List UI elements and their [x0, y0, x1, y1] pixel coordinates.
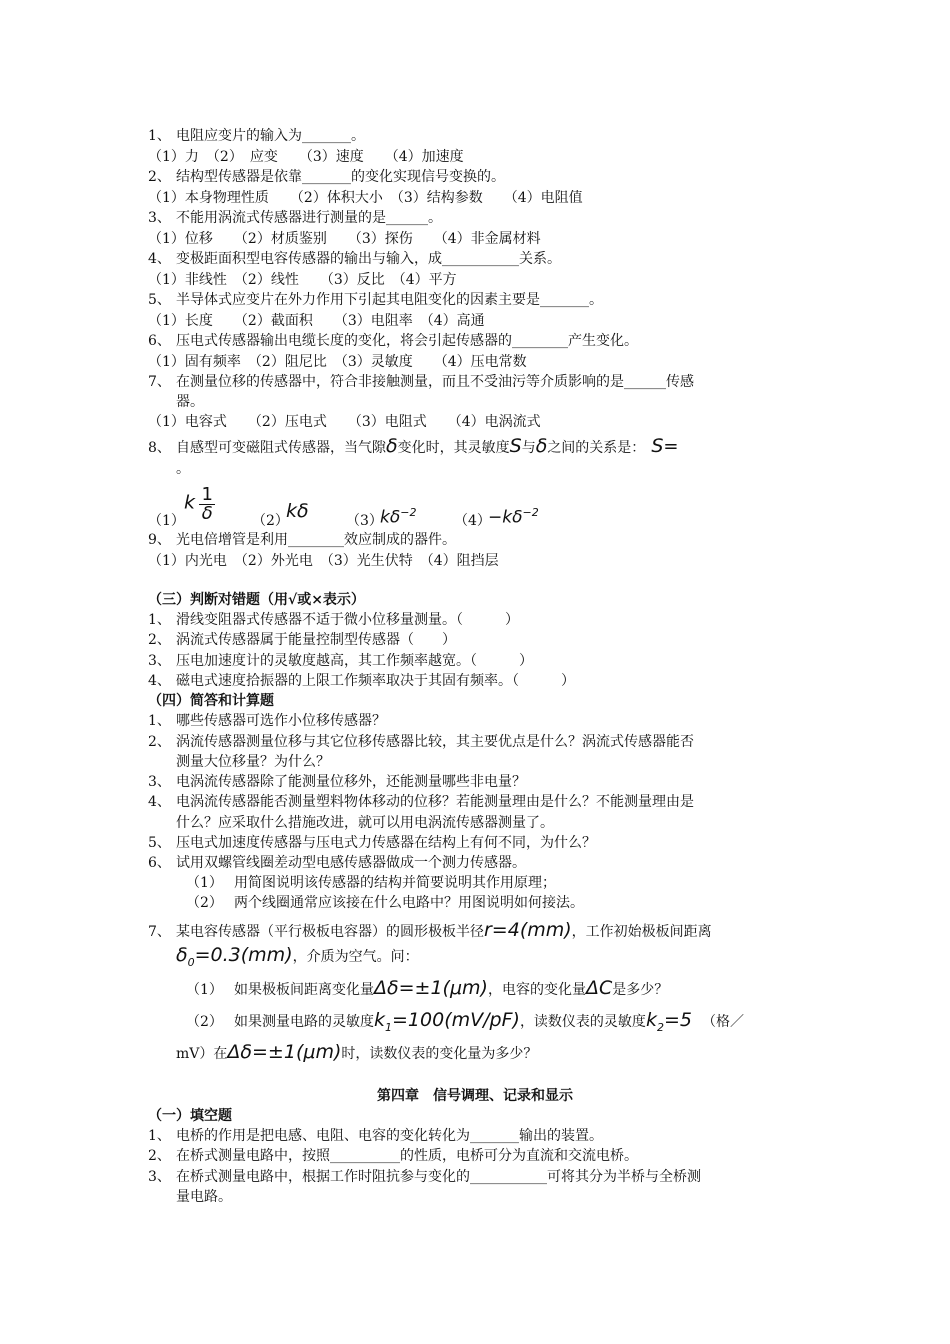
fill-question-3: 3、 在桥式测量电路中，根据工作时阻抗参与变化的___________可将其分为半桥与全桥测	[148, 1169, 701, 1185]
mc-question-6: 6、 压电式传感器输出电缆长度的变化，将会引起传感器的________产生变化。	[148, 333, 638, 349]
option-1-formula: k $\frac{1}{\delta}$	[184, 484, 213, 524]
short-question-6-sub-2: （2） 两个线圈通常应该接在什么电路中？用图说明如何接法。	[186, 895, 584, 911]
short-question-7: 7、 某电容传感器（平行极板电容器）的圆形极板半径r=4(mm)，工作初始极板间距离	[148, 919, 712, 941]
chapter-title: 第四章 信号调理、记录和显示	[377, 1088, 573, 1104]
radius-formula: r=4(mm)	[484, 919, 572, 941]
mc-options-2: （1）本身物理性质 （2）体积大小 （3）结构参数 （4）电阻值	[148, 190, 583, 206]
option-3-formula: $k\delta^{-2}$	[380, 506, 417, 528]
sensitivity-symbol: S	[509, 435, 522, 457]
mc-question-9: 9、 光电倍增管是利用________效应制成的器件。	[148, 532, 456, 548]
mc-options-9: （1）内光电 （2）外光电 （3）光生伏特 （4）阻挡层	[148, 553, 499, 569]
mc-options-1: （1）力 （2） 应变 （3）速度 （4）加速度	[148, 149, 464, 165]
short-question-6-sub-1: （1） 用简图说明该传感器的结构并简要说明其作用原理；	[186, 875, 556, 891]
short-question-4-cont: 什么？应采取什么措施改进，就可以用电涡流传感器测量了。	[176, 815, 554, 831]
mc-question-2: 2、 结构型传感器是依靠_______的变化实现信号变换的。	[148, 169, 505, 185]
document-page: 1、 电阻应变片的输入为_______。 （1）力 （2） 应变 （3）速度 （4）加速度 2、 结构型传感器是依靠_______的变化实现信号变换的。 （1）本身物理性质 （2）体积大小 （3）结构参数 （4）电阻值 3、 不能用涡流式传感器进行测量的是______。 （1）位移 （2）材质鉴别 （3）探伤 （4）非金属材料 4、 变极距面积型电容传感器的输出与输入，成___________关系。 （1）非线性 （2）线性 （3）反比 （4）平方 5、 半导体式应变片在外力作用下引起其电阻变化的因素主要是_______。 （1）长度 （2）截面积 （3）电阻率 （4）高通 6、 压电式传感器输出电缆长度的变化，将会引起传感器的________产生变化。 （1）固有频率 （2）阻尼比 （3）灵敏度 （4）压电常数 7、 在测量位移的传感器中，符合非接触测量，而且不受油污等介质影响的是______传感 器。 （1）电容式 （2）压电式 （3）电阻式 （4）电涡流式 8、 自感型可变磁阻式传感器，当气隙δ变化时，其灵敏度S与δ之间的关系是： S= 。 （1） k $\frac{1}{\delta}$ （2） kδ （3） $k\delta^{-2}$ （4） $-k\delta^{-2}$ 9、 光电倍增管是利用________效应制成的器件。 （1）内光电 （2）外光电 （3）光生伏特 （4）阻挡层 （三）判断对错题（用√或×表示） 1、 滑线变阻器式传感器不适于微小位移量测量。（ ） 2、 涡流式传感器属于能量控制型传感器（ ） 3、 压电加速度计的灵敏度越高，其工作频率越宽。（ ） 4、 磁电式速度拾振器的上限工作频率取决于其固有频率。（ ） （四）简答和计算题 1、 哪些传感器可选作小位移传感器？ 2、 涡流传感器测量位移与其它位移传感器比较，其主要优点是什么？涡流式传感器能否 测量大位移量？为什么？ 3、 电涡流传感器除了能测量位移外，还能测量哪些非电量？ 4、 电涡流传感器能否测量塑料物体移动的位移？若能测量理由是什么？不能测量理由是 什么？应采取什么措施改进，就可以用电涡流传感器测量了。 5、 压电式加速度传感器与压电式力传感器在结构上有何不同，为什么？ 6、 试用双螺管线圈差动型电感传感器做成一个测力传感器。 （1） 用简图说明该传感器的结构并简要说明其作用原理； （2） 两个线圈通常应该接在什么电路中？用图说明如何接法。 7、 某电容传感器（平行极板电容器）的圆形极板半径r=4(mm)，工作初始极板间距离 $\delta_0=0.3(mm)$，介质为空气。问： （1） 如果极板间距离变化量Δδ=±1(μm)，电容的变化量ΔC是多少？ （2） 如果测量电路的灵敏度$k_1=100(mV/pF)$，读数仪表的灵敏度$k_2=5$ （格／ mV）在Δδ=±1(μm)时，读数仪表的变化量为多少？ 第四章 信号调理、记录和显示 （一）填空题 1、 电桥的作用是把电感、电阻、电容的变化转化为_______输出的装置。 2、 在桥式测量电路中，按照__________的性质，电桥可分为直流和交流电桥。 3、 在桥式测量电路中，根据工作时阻抗参与变化的___________可将其分为半桥与全桥测 量电路。	[0, 0, 950, 1344]
mc-question-4: 4、 变极距面积型电容传感器的输出与输入，成___________关系。	[148, 251, 561, 267]
mc-options-7: （1）电容式 （2）压电式 （3）电阻式 （4）电涡流式	[148, 414, 541, 430]
short-question-5: 5、 压电式加速度传感器与压电式力传感器在结构上有何不同，为什么？	[148, 835, 596, 851]
judge-item: 1、 滑线变阻器式传感器不适于微小位移量测量。（ ）	[148, 612, 519, 628]
section-heading-fill-blank: （一）填空题	[148, 1108, 232, 1124]
mc-question-8-end: 。	[176, 461, 190, 477]
short-question-2: 2、 涡流传感器测量位移与其它位移传感器比较，其主要优点是什么？涡流式传感器能否	[148, 734, 694, 750]
circuit-sensitivity-formula: $k_1=100(mV/pF)$	[374, 1009, 520, 1034]
section-heading-short-answer: （四）简答和计算题	[148, 693, 274, 709]
delta-symbol: δ	[535, 435, 548, 457]
option-4-formula: $-k\delta^{-2}$	[488, 506, 539, 528]
meter-sensitivity-formula: $k_2=5$	[645, 1009, 692, 1034]
mc-options-3: （1）位移 （2）材质鉴别 （3）探伤 （4）非金属材料	[148, 231, 541, 247]
mc-question-5: 5、 半导体式应变片在外力作用下引起其电阻变化的因素主要是_______。	[148, 292, 603, 308]
gap-formula: $\delta_0=0.3(mm)$	[176, 944, 293, 969]
section-heading-judge: （三）判断对错题（用√或×表示）	[148, 592, 365, 608]
judge-item: 2、 涡流式传感器属于能量控制型传感器（ ）	[148, 632, 456, 648]
short-question-7-sub-1: （1） 如果极板间距离变化量Δδ=±1(μm)，电容的变化量ΔC是多少？	[186, 977, 669, 999]
option-2-formula: kδ	[286, 500, 309, 522]
short-question-4: 4、 电涡流传感器能否测量塑料物体移动的位移？若能测量理由是什么？不能测量理由是	[148, 794, 694, 810]
mc-options-4: （1）非线性 （2）线性 （3）反比 （4）平方	[148, 272, 457, 288]
capacitance-change-symbol: ΔC	[585, 977, 613, 999]
mc-question-7: 7、 在测量位移的传感器中，符合非接触测量，而且不受油污等介质影响的是______传感	[148, 374, 694, 390]
short-question-7-sub-2-cont: mV）在Δδ=±1(μm)时，读数仪表的变化量为多少？	[176, 1041, 538, 1063]
gap-change-formula: Δδ=±1(μm)	[374, 977, 488, 999]
mc-options-6: （1）固有频率 （2）阻尼比 （3）灵敏度 （4）压电常数	[148, 354, 527, 370]
short-question-2-cont: 测量大位移量？为什么？	[176, 754, 330, 770]
fill-question-1: 1、 电桥的作用是把电感、电阻、电容的变化转化为_______输出的装置。	[148, 1128, 603, 1144]
sensitivity-symbol: S	[651, 435, 664, 457]
mc-question-3: 3、 不能用涡流式传感器进行测量的是______。	[148, 210, 442, 226]
judge-item: 3、 压电加速度计的灵敏度越高，其工作频率越宽。（ ）	[148, 653, 533, 669]
fill-question-2: 2、 在桥式测量电路中，按照__________的性质，电桥可分为直流和交流电桥。	[148, 1148, 638, 1164]
short-question-7-sub-2: （2） 如果测量电路的灵敏度$k_1=100(mV/pF)$，读数仪表的灵敏度$k_2=5$ （格／	[186, 1009, 744, 1034]
gap-change-formula: Δδ=±1(μm)	[227, 1041, 342, 1063]
judge-item: 4、 磁电式速度拾振器的上限工作频率取决于其固有频率。（ ）	[148, 673, 575, 689]
mc-options-5: （1）长度 （2）截面积 （3）电阻率 （4）高通	[148, 313, 485, 329]
short-question-7-line-2: $\delta_0=0.3(mm)$，介质为空气。问：	[176, 944, 419, 969]
mc-question-8: 8、 自感型可变磁阻式传感器，当气隙δ变化时，其灵敏度S与δ之间的关系是： S=	[148, 435, 679, 457]
short-question-3: 3、 电涡流传感器除了能测量位移外，还能测量哪些非电量？	[148, 774, 526, 790]
short-question-1: 1、 哪些传感器可选作小位移传感器？	[148, 713, 386, 729]
delta-symbol: δ	[386, 435, 398, 457]
mc-question-7-cont: 器。	[176, 394, 204, 410]
short-question-6: 6、 试用双螺管线圈差动型电感传感器做成一个测力传感器。	[148, 855, 526, 871]
fill-question-3-cont: 量电路。	[176, 1189, 232, 1205]
mc-question-1: 1、 电阻应变片的输入为_______。	[148, 128, 365, 144]
